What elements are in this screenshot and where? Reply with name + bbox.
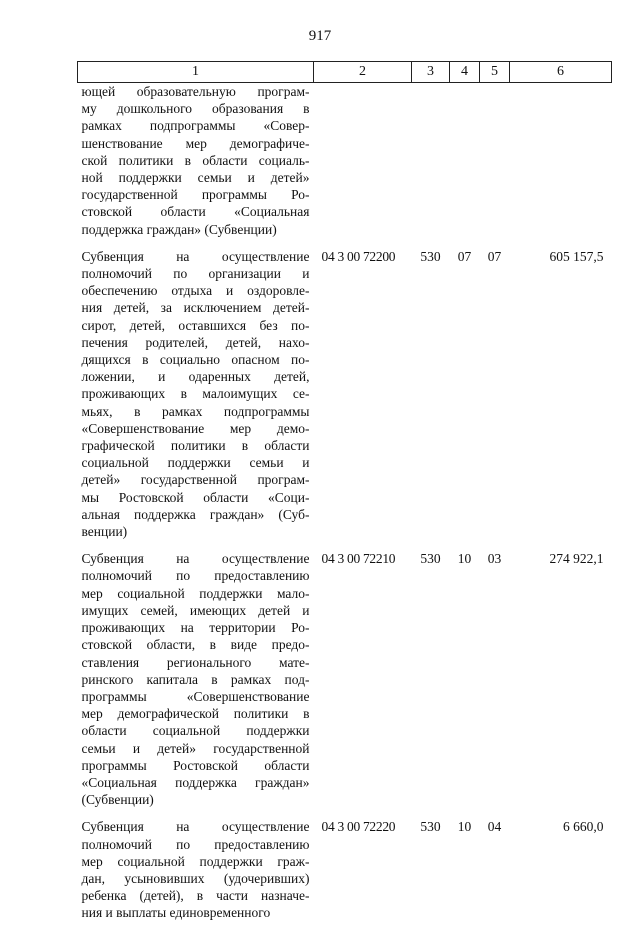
- table-row: [78, 550, 612, 818]
- row-expense-type: 530: [420, 551, 441, 567]
- description-line: «Социальная поддержка граждан»: [81, 774, 310, 790]
- description-line: мер социальной поддержки граж-: [81, 853, 310, 869]
- row-subsection: 04: [487, 819, 502, 835]
- description-line: сирот, детей, оставшихся без по-: [81, 317, 310, 333]
- table-row: [78, 818, 612, 931]
- description-line: программы Ростовской области: [81, 757, 310, 773]
- description-line: детей» государственной програм-: [81, 472, 310, 488]
- description-line: Субвенция на осуществление: [81, 819, 310, 835]
- table-header-row: [78, 62, 612, 83]
- row-expense-type: [412, 83, 450, 248]
- row-subsection: 07: [487, 248, 502, 264]
- description-line: печения родителей, детей, нахо-: [81, 334, 310, 350]
- description-line: стовской области, в виде предо-: [81, 637, 310, 653]
- row-description: [78, 83, 314, 248]
- row-description: [78, 550, 314, 818]
- description-line: шенствование мер демографиче-: [81, 135, 310, 151]
- row-section: 07: [457, 248, 472, 264]
- description-line: социальной поддержки семьи и: [81, 455, 310, 471]
- description-line: мер демографической политики в: [81, 706, 310, 722]
- description-line: графической политики в области: [81, 438, 310, 454]
- description-line: ния детей, за исключением детей-: [81, 300, 310, 316]
- row-code: 04 3 00 72220: [321, 819, 396, 835]
- row-code: 04 3 00 72210: [321, 551, 396, 567]
- description-line: полномочий по предоставлению: [81, 836, 310, 852]
- description-line: ния и выплаты единовременного: [81, 905, 271, 921]
- description-line: государственной программы Ро-: [81, 187, 310, 203]
- row-subsection: [480, 83, 510, 248]
- column-header-4: 4: [450, 62, 480, 83]
- row-code: 04 3 00 72200: [321, 248, 396, 264]
- description-line: венции): [81, 524, 128, 540]
- description-line: программы «Совершенствование: [81, 688, 310, 704]
- description-line: обеспечению отдыха и оздоровле-: [81, 283, 310, 299]
- description-line: мер социальной поддержки мало-: [81, 585, 310, 601]
- description-line: семьи и детей» государственной: [81, 740, 310, 756]
- description-line: ставления регионального мате-: [81, 654, 310, 670]
- description-line: рамках подпрограммы «Совер-: [81, 118, 310, 134]
- description-line: дящихся в социально опасном по-: [81, 352, 310, 368]
- column-header-5: 5: [480, 62, 510, 83]
- description-line: полномочий по организации и: [81, 266, 310, 282]
- row-amount: [510, 83, 612, 248]
- description-line: имущих семей, имеющих детей и: [81, 602, 310, 618]
- description-line: ющей образовательную програм-: [81, 84, 310, 99]
- column-header-3: 3: [412, 62, 450, 83]
- table-row: [78, 248, 612, 550]
- description-line: (Субвенции): [81, 792, 154, 808]
- description-line: му дошкольного образования в: [81, 101, 310, 117]
- description-line: ребенка (детей), в части назначе-: [81, 888, 310, 904]
- description-line: стовской области «Социальная: [81, 204, 310, 220]
- description-line: проживающих в малоимущих се-: [81, 386, 310, 402]
- row-description: [78, 248, 314, 550]
- row-amount: 274 922,1: [549, 551, 604, 567]
- column-header-6: 6: [510, 62, 612, 83]
- row-expense-type: 530: [420, 819, 441, 835]
- description-line: ной поддержки семьи и детей»: [81, 170, 310, 186]
- row-subsection: 03: [487, 551, 502, 567]
- column-header-1: 1: [78, 62, 314, 83]
- row-amount: 6 660,0: [563, 819, 604, 835]
- row-description: [78, 818, 314, 931]
- description-line: дан, усыновивших (удочеривших): [81, 870, 310, 886]
- row-section: 10: [457, 819, 472, 835]
- description-line: ринского капитала в рамках под-: [81, 671, 310, 687]
- description-line: «Совершенствование мер демо-: [81, 420, 310, 436]
- table-row: [78, 83, 612, 248]
- row-amount: 605 157,5: [549, 248, 604, 264]
- description-line: мы Ростовской области «Соци-: [81, 489, 310, 505]
- description-line: области социальной поддержки: [81, 723, 310, 739]
- description-line: ской политики в области социаль-: [81, 152, 310, 168]
- description-line: проживающих на территории Ро-: [81, 620, 310, 636]
- table-body: [78, 83, 612, 932]
- page-number: 917: [308, 28, 332, 44]
- description-line: поддержка граждан» (Субвенции): [81, 221, 277, 237]
- description-line: альная поддержка граждан» (Суб-: [81, 506, 310, 522]
- column-header-2: 2: [314, 62, 412, 83]
- row-code: [314, 83, 412, 248]
- row-section: [450, 83, 480, 248]
- row-expense-type: 530: [420, 248, 441, 264]
- description-line: Субвенция на осуществление: [81, 248, 310, 264]
- budget-table: [77, 61, 612, 932]
- row-section: 10: [457, 551, 472, 567]
- description-line: мьях, в рамках подпрограммы: [81, 403, 310, 419]
- description-line: ложении, и одаренных детей,: [81, 369, 310, 385]
- description-line: полномочий по предоставлению: [81, 568, 310, 584]
- description-line: Субвенция на осуществление: [81, 551, 310, 567]
